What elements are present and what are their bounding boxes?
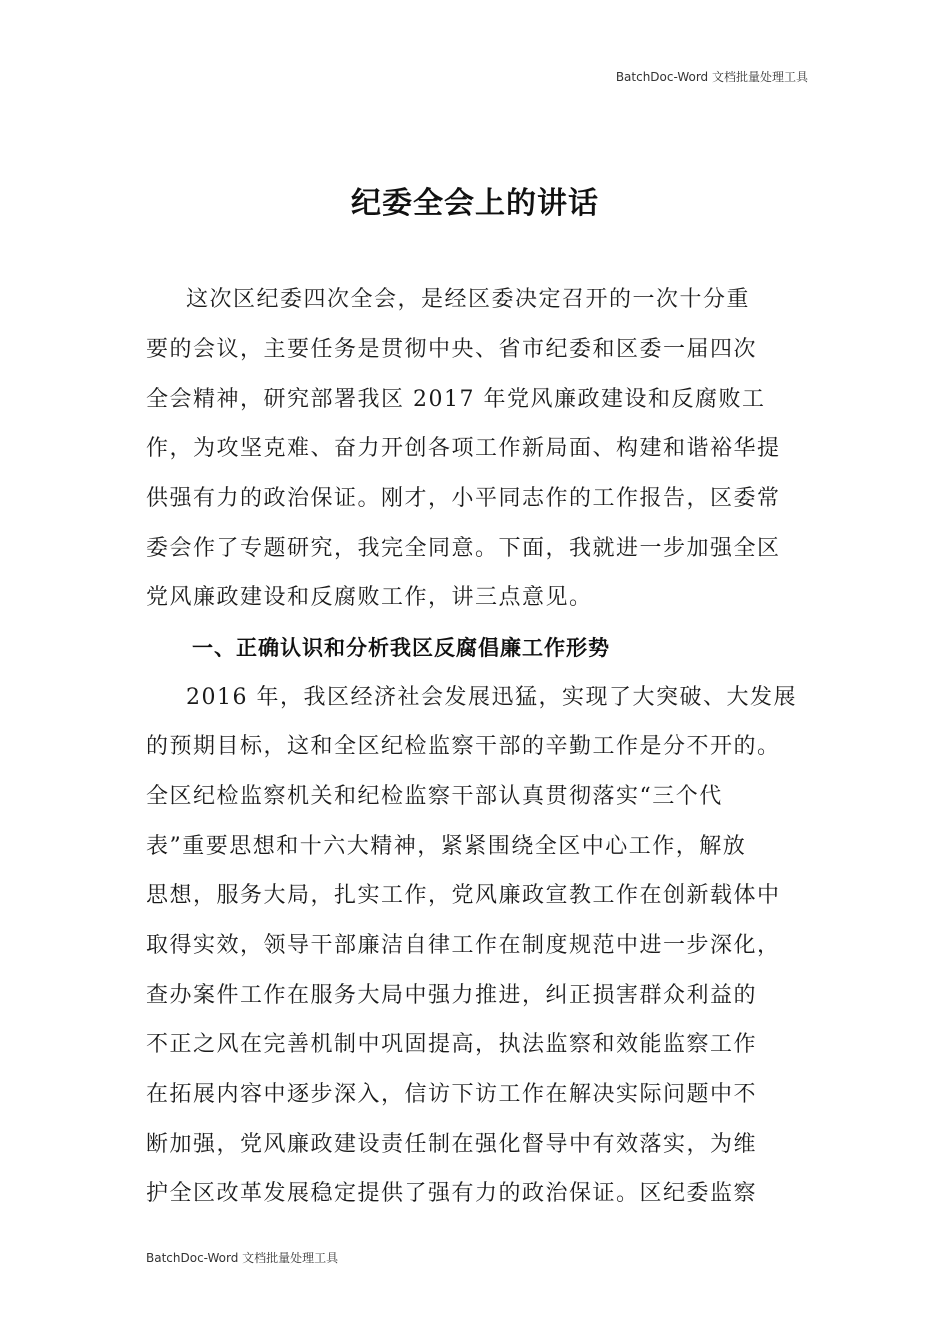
page-footer: BatchDoc-Word 文档批量处理工具 bbox=[146, 1251, 339, 1265]
paragraph-line: 在拓展内容中逐步深入，信访下访工作在解决实际问题中不 bbox=[146, 1082, 758, 1107]
paragraph-line: 全区纪检监察机关和纪检监察干部认真贯彻落实“三个代 bbox=[146, 784, 723, 809]
paragraph-line: 表”重要思想和十六大精神，紧紧围绕全区中心工作，解放 bbox=[146, 834, 747, 859]
paragraph-line: 委会作了专题研究，我完全同意。下面，我就进一步加强全区 bbox=[146, 536, 781, 561]
paragraph-line: 作，为攻坚克难、奋力开创各项工作新局面、构建和谐裕华提 bbox=[146, 436, 781, 461]
paragraph-line: 查办案件工作在服务大局中强力推进，纠正损害群众利益的 bbox=[146, 983, 758, 1008]
paragraph-line: 断加强，党风廉政建设责任制在强化督导中有效落实，为维 bbox=[146, 1132, 758, 1157]
paragraph-line: 护全区改革发展稳定提供了强有力的政治保证。区纪委监察 bbox=[146, 1181, 758, 1206]
paragraph-line: 供强有力的政治保证。刚才，小平同志作的工作报告，区委常 bbox=[146, 486, 781, 511]
paragraph-line: 取得实效，领导干部廉洁自律工作在制度规范中进一步深化， bbox=[146, 933, 781, 958]
paragraph-line: 的预期目标，这和全区纪检监察干部的辛勤工作是分不开的。 bbox=[146, 734, 781, 759]
paragraph-line: 全会精神，研究部署我区 2017 年党风廉政建设和反腐败工 bbox=[146, 387, 766, 412]
section-heading: 一、正确认识和分析我区反腐倡廉工作形势 bbox=[192, 636, 610, 660]
paragraph-line: 思想，服务大局，扎实工作，党风廉政宣教工作在创新载体中 bbox=[146, 883, 781, 908]
paragraph-line: 党风廉政建设和反腐败工作，讲三点意见。 bbox=[146, 585, 593, 610]
page-header: BatchDoc-Word 文档批量处理工具 bbox=[615, 70, 808, 84]
paragraph-line: 要的会议，主要任务是贯彻中央、省市纪委和区委一届四次 bbox=[146, 337, 758, 362]
paragraph-line: 这次区纪委四次全会，是经区委决定召开的一次十分重 bbox=[186, 287, 751, 312]
paragraph-line: 2016 年，我区经济社会发展迅猛，实现了大突破、大发展 bbox=[186, 685, 797, 710]
document-title: 纪委全会上的讲话 bbox=[351, 186, 599, 221]
paragraph-line: 不正之风在完善机制中巩固提高，执法监察和效能监察工作 bbox=[146, 1032, 758, 1057]
